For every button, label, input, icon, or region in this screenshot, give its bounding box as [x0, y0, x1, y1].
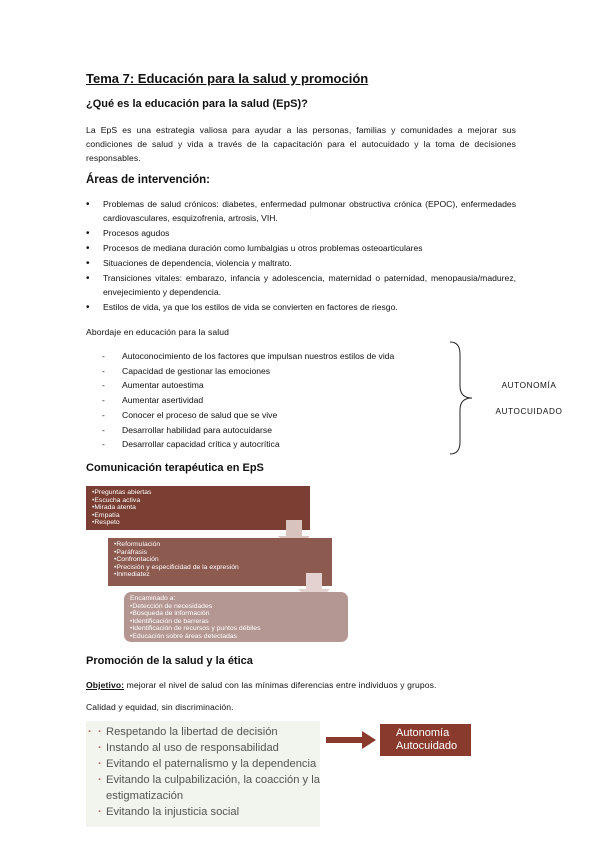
autonomia-badge-line2: Autocuidado [396, 740, 458, 752]
page-title: Tema 7: Educación para la salud y promoción [86, 71, 369, 86]
list-item: · Evitando el paternalismo y la dependencia [96, 756, 320, 772]
flow-item: • Detección de necesidades [130, 603, 342, 611]
list-item: • Procesos agudos [86, 227, 516, 241]
areas-heading: Áreas de intervención: [86, 174, 210, 186]
flow-item: • Identificación de recursos y puntos débiles [130, 625, 342, 633]
flow-item: • Empatía [92, 512, 304, 520]
list-item: · Evitando la injusticia social [96, 804, 320, 820]
list-item: - Capacidad de gestionar las emociones [102, 364, 394, 379]
flow-item: • Educación sobre áreas detectadas [130, 633, 342, 641]
autocuidado-label: AUTOCUIDADO [495, 407, 563, 416]
abordaje-heading: Abordaje en educación para la salud [86, 327, 230, 337]
curly-brace-icon [448, 340, 478, 458]
list-item: • Procesos de mediana duración como lumbalgias u otros problemas osteoarticulares [86, 242, 516, 256]
arrow-right-icon [326, 731, 376, 749]
abordaje-list [102, 349, 394, 452]
autonomia-badge-line1: Autonomía [396, 727, 450, 739]
list-item: · Instando al uso de responsabilidad [96, 740, 320, 756]
flow-item: • Inmediatez [114, 571, 326, 579]
flow-item: • Respeto [92, 519, 304, 527]
flow-box-goals [124, 592, 348, 642]
flow-item: • Escucha activa [92, 497, 304, 505]
autonomia-label: AUTONOMÍA [501, 381, 557, 390]
comm-heading: Comunicación terapéutica en EpS [86, 462, 264, 474]
list-item: · Evitando la culpabilización, la coacción y la estigmatización [96, 772, 320, 804]
list-item: - Conocer el proceso de salud que se vive [102, 408, 394, 423]
autonomia-badge [380, 724, 471, 756]
list-item: • Transiciones vitales: embarazo, infancia y adolescencia, maternidad o paternidad, menopausia/madurez, envejecimiento y dependencia. [86, 272, 516, 299]
flow-item: • Precisión y especificidad de la expresión [114, 564, 326, 572]
list-item: · · Respetando la libertad de decisión [96, 724, 320, 740]
list-item: • Situaciones de dependencia, violencia y maltrato. [86, 257, 516, 271]
list-item: • Estilos de vida, ya que los estilos de vida se convierten en factores de riesgo. [86, 301, 516, 315]
list-item: - Desarrollar habilidad para autocuidarse [102, 423, 394, 438]
flow-item: • Paráfrasis [114, 549, 326, 557]
promo-heading: Promoción de la salud y la ética [86, 655, 253, 667]
objetivo-text: mejorar el nivel de salud con las mínimas diferencias entre individuos y grupos. [124, 680, 437, 690]
flow-box-goals-title: Encaminado a: [130, 595, 176, 602]
autonomia-box [486, 373, 572, 425]
objetivo-line [86, 678, 437, 692]
list-item: - Autoconocimiento de los factores que impulsan nuestros estilos de vida [102, 349, 394, 364]
flow-box-techniques [86, 486, 310, 530]
list-item: - Aumentar asertividad [102, 393, 394, 408]
flow-item: • Preguntas abiertas [92, 489, 304, 497]
flow-item: • Búsqueda de información [130, 610, 342, 618]
list-item: - Aumentar autoestima [102, 378, 394, 393]
flow-item: • Reformulación [114, 541, 326, 549]
flow-item: • Identificación de barreras [130, 618, 342, 626]
areas-list [86, 198, 516, 316]
calidad-line: Calidad y equidad, sin discriminación. [86, 702, 234, 712]
objetivo-label: Objetivo: [86, 680, 125, 690]
list-item: • Problemas de salud crónicos: diabetes, enfermedad pulmonar obstructiva crónica (EPOC), enfermedades cardiovasculares, esquizofrenia, artrosis, VIH. [86, 198, 516, 225]
list-item: - Desarrollar capacidad crítica y autocrítica [102, 437, 394, 452]
flow-item: • Mirada atenta [92, 504, 304, 512]
ethics-panel [86, 721, 320, 827]
section-heading-what-is-eps: ¿Qué es la educación para la salud (EpS)? [86, 98, 308, 110]
flow-item: • Confrontación [114, 556, 326, 564]
intro-paragraph: La EpS es una estrategia valiosa para ayudar a las personas, familias y comunidades a mejorar sus condiciones de salud y vida a través de la capacitación para el autocuidado y la toma de decisiones responsables. [86, 125, 516, 163]
